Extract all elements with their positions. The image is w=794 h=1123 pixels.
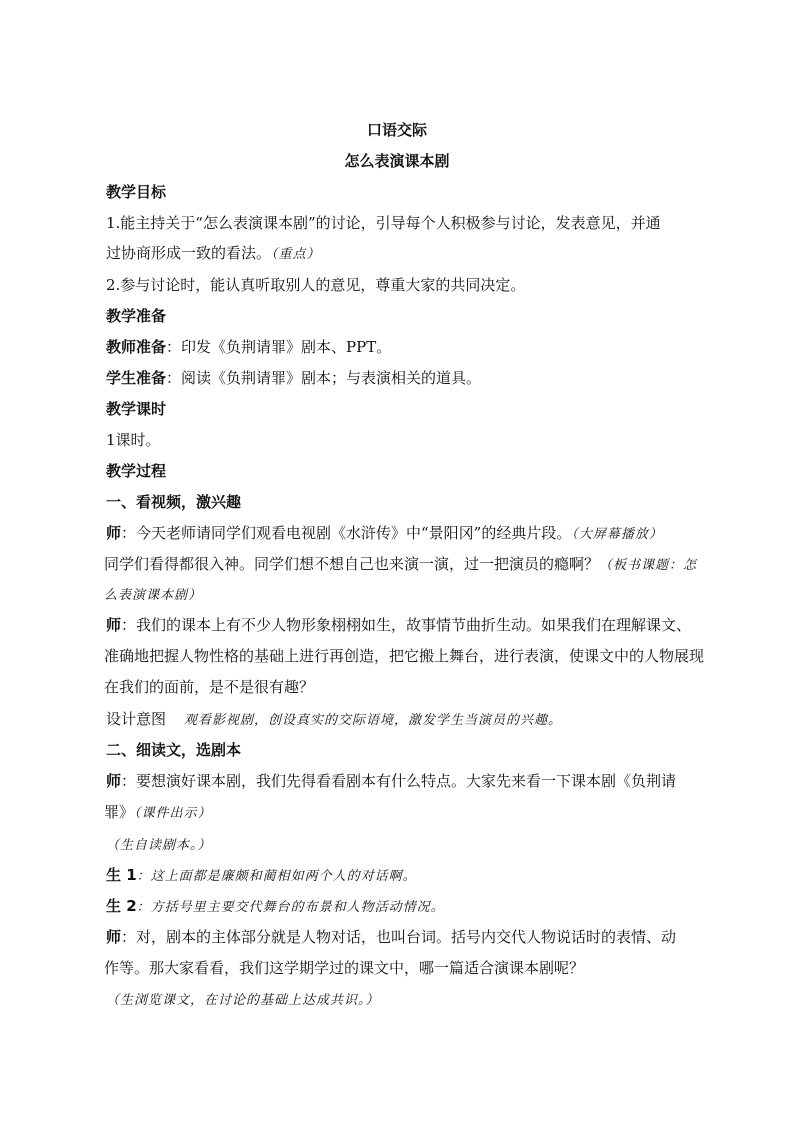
section-teaching-goals: 教学目标 <box>106 183 167 201</box>
section-teaching-prep: 教学准备 <box>106 307 167 325</box>
goal-1-note: （重点） <box>271 247 321 262</box>
heading-oral-communication: 口语交际 <box>366 121 427 139</box>
para-2-line-2: 准确地把握人物性格的基础上进行再创造，把它搬上舞台，进行表演，使课文中的人物展现 <box>104 647 705 665</box>
step-2-heading: 二、细读文，选剧本 <box>106 741 242 759</box>
para-4-note: （生自读剧本。） <box>106 838 212 853</box>
para-3-text-a: ：要想演好课本剧，我们先得看看剧本有什么特点。大家先来看一下课本剧《负荆请 <box>121 772 677 790</box>
para-2-text-a: ：我们的课本上有不少人物形象栩栩如生，故事情节曲折生动。如果我们在理解课文、 <box>121 616 692 634</box>
student-2 <box>106 895 726 919</box>
para-1-note-b: （板书课题：怎 <box>599 558 698 573</box>
design-intent <box>106 708 726 732</box>
para-1-line-3 <box>104 583 724 607</box>
para-5-line-2: 作等。那大家看看，我们这学期学过的课文中，哪一篇适合演课本剧呢？ <box>104 959 585 977</box>
para-3-line-1 <box>106 770 726 792</box>
student-2-text: ：方括号里主要交代舞台的布景和人物活动情况。 <box>136 900 445 915</box>
para-1-line-2 <box>104 553 724 577</box>
section-class-hours: 教学课时 <box>106 400 167 418</box>
step-1-heading: 一、看视频，激兴趣 <box>106 493 242 511</box>
para-5-text-a: ：对，剧本的主体部分就是人物对话，也叫台词。括号内交代人物说话时的表情、动 <box>121 928 677 946</box>
goal-1-line-1 <box>106 212 726 234</box>
para-1-text-b: 同学们看得都很入神。同学们想不想自己也来演一演，过一把演员的瘾啊？ <box>104 555 600 573</box>
prep-student <box>106 367 726 389</box>
speaker-teacher: 师 <box>106 928 122 946</box>
student-1 <box>106 864 726 888</box>
design-intent-text: 观看影视剧，创设真实的交际语境，激发学生当演员的兴趣。 <box>184 713 563 728</box>
design-intent-label: 设计意图 <box>106 710 167 728</box>
prep-student-text: ：阅读《负荆请罪》剧本；与表演相关的道具。 <box>166 369 482 387</box>
prep-teacher <box>106 336 726 358</box>
prep-teacher-label: 教师准备 <box>106 338 167 356</box>
para-1-text-a: ：今天老师请同学们观看电视剧《水浒传》中“景阳冈”的经典片段。 <box>121 524 572 542</box>
goal-1-text-b: 过协商形成一致的看法。 <box>106 244 272 262</box>
lesson-title: 怎么表演课本剧 <box>344 152 450 170</box>
class-hours-value: 1课时。 <box>106 431 161 449</box>
para-3-line-2 <box>104 801 724 825</box>
para-1-note-a: （大屏幕播放） <box>571 527 663 542</box>
goal-1-text-a: 1.能主持关于“怎么表演课本剧”的讨论，引导每个人积极参与讨论，发表意见，并通 <box>106 214 661 232</box>
student-1-text: ：这上面都是廉颇和蔺相如两个人的对话啊。 <box>136 869 417 884</box>
para-1-note-c: 么表演课本剧） <box>104 588 203 603</box>
para-2-line-3: 在我们的面前，是不是很有趣？ <box>104 678 315 696</box>
para-3-note: （课件出示） <box>134 806 212 821</box>
speaker-student-1: 生 1 <box>106 866 137 884</box>
prep-student-label: 学生准备 <box>106 369 167 387</box>
section-teaching-process: 教学过程 <box>106 462 167 480</box>
para-1-line-1 <box>106 522 726 546</box>
para-6-note: （生浏览课文，在讨论的基础上达成共识。） <box>106 993 380 1008</box>
prep-teacher-text: ：印发《负荆请罪》剧本、PPT。 <box>166 338 392 356</box>
goal-2: 2.参与讨论时，能认真听取别人的意见，尊重大家的共同决定。 <box>106 276 526 294</box>
speaker-teacher: 师 <box>106 616 122 634</box>
para-3-text-b: 罪》 <box>104 803 135 821</box>
speaker-teacher: 师 <box>106 524 122 542</box>
para-5-line-1 <box>106 926 726 948</box>
para-4 <box>106 833 726 857</box>
speaker-student-2: 生 2 <box>106 897 137 915</box>
para-2-line-1 <box>106 614 726 636</box>
goal-1-line-2 <box>106 242 726 266</box>
speaker-teacher: 师 <box>106 772 122 790</box>
para-6 <box>106 988 726 1012</box>
